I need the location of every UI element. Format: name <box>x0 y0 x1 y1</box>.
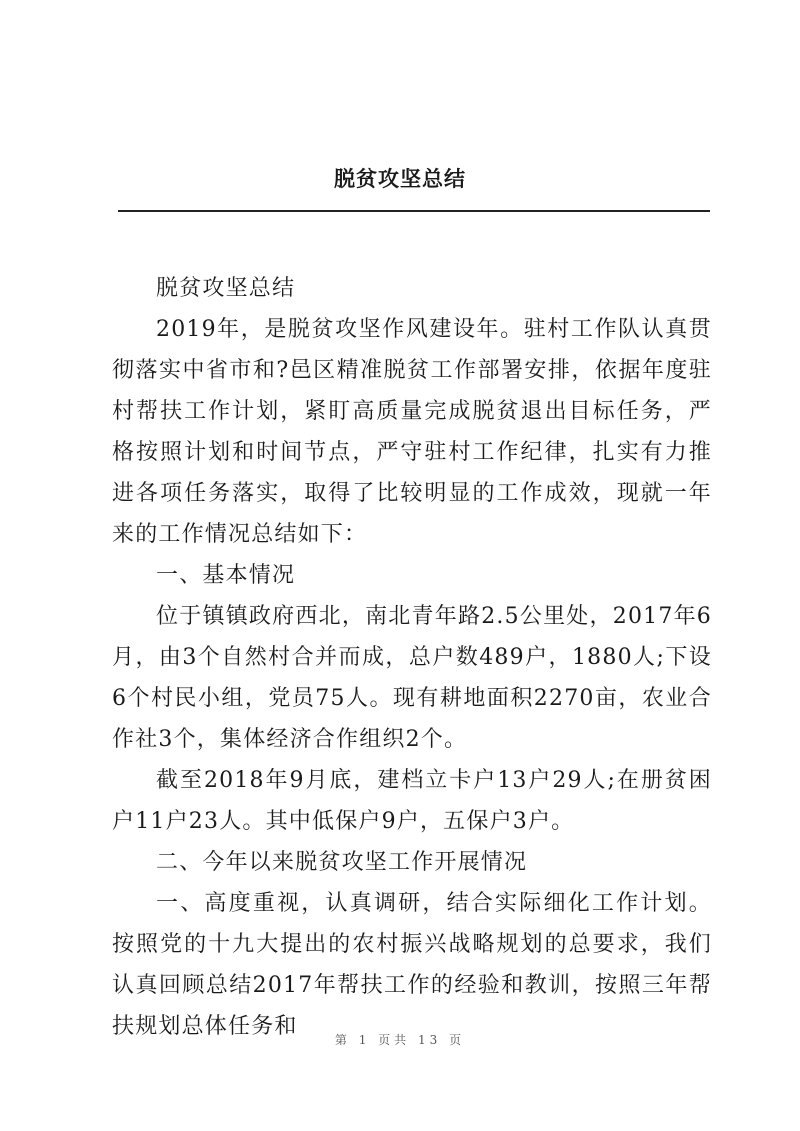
paragraph: 一、高度重视，认真调研，结合实际细化工作计划。按照党的十九大提出的农村振兴战略规划的总要求，我们认真回顾总结2017年帮扶工作的经验和教训，按照三年帮扶规划总体任务和 <box>112 891 712 1039</box>
title-divider <box>118 210 710 212</box>
paragraph: 位于镇镇政府西北，南北青年路2.5公里处，2017年6月，由3个自然村合并而成，总户数489户，1880人;下设6个村民小组，党员75人。现有耕地面积2270亩，农业合作社3个，集体经济合作组织2个。 <box>112 604 712 752</box>
document-body <box>112 268 712 1047</box>
section-heading: 一、基本情况 <box>156 563 296 588</box>
paragraph: 截至2018年9月底，建档立卡户13户29人;在册贫困户11户23人。其中低保户9户，五保户3户。 <box>112 768 712 834</box>
page-title: 脱贫攻坚总结 <box>334 167 466 191</box>
paragraph: 2019年，是脱贫攻坚作风建设年。驻村工作队认真贯彻落实中省市和?邑区精准脱贫工作部署安排，依据年度驻村帮扶工作计划，紧盯高质量完成脱贫退出目标任务，严格按照计划和时间节点，严守驻村工作纪律，扎实有力推进各项任务落实，取得了比较明显的工作成效，现就一年来的工作情况总结如下： <box>112 317 712 547</box>
page-footer: 第 1 页共 13 页 <box>334 1033 466 1047</box>
section-heading: 二、今年以来脱贫攻坚工作开展情况 <box>156 850 528 875</box>
paragraph: 脱贫攻坚总结 <box>156 276 296 301</box>
